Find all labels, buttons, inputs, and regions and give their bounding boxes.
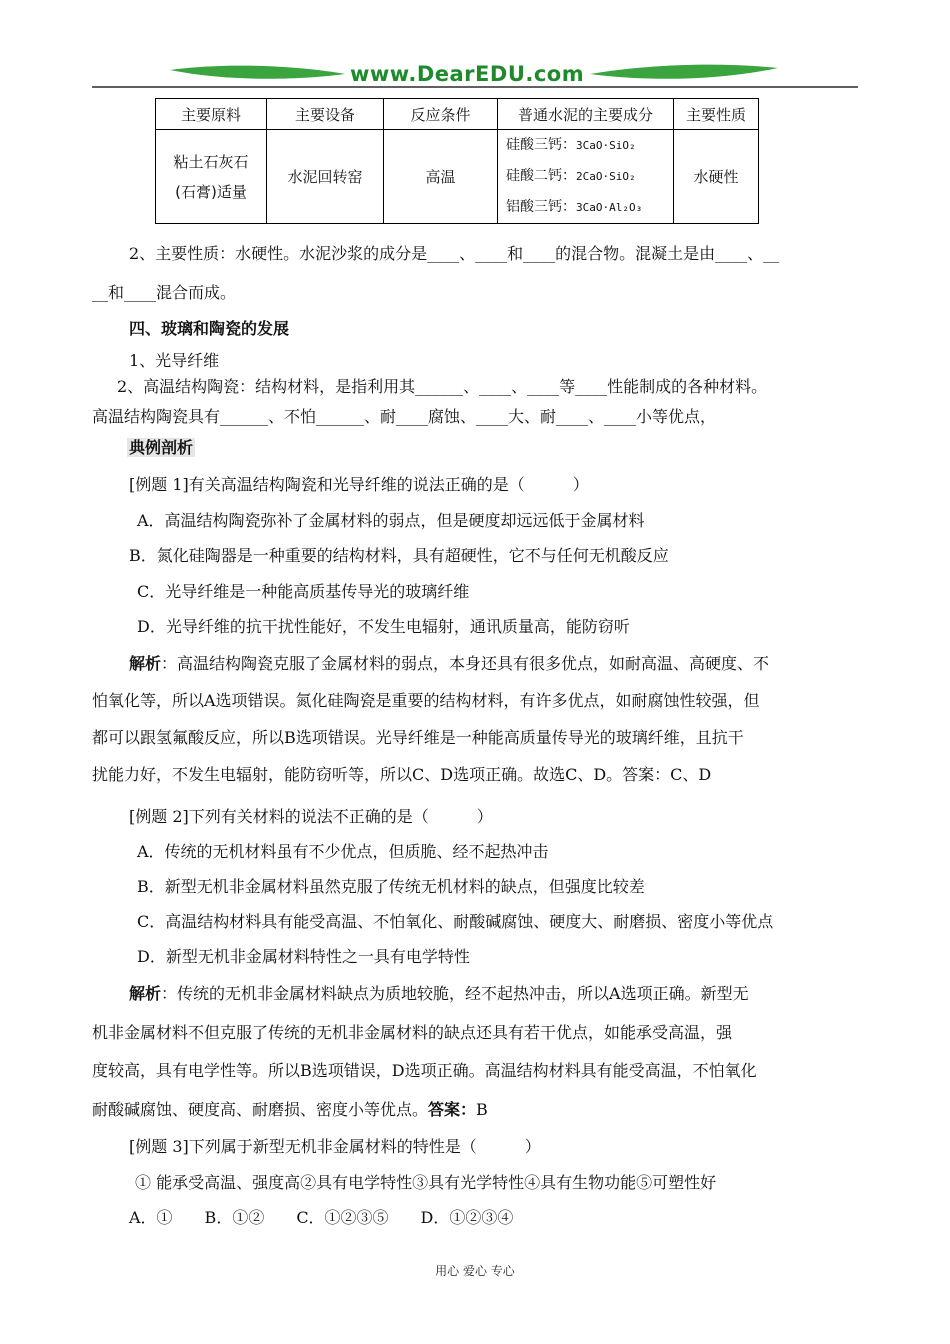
swoosh-left (170, 66, 345, 79)
brand-logo: www.DearEDU.com (350, 62, 585, 86)
condition-cell: 高温 (384, 130, 498, 224)
raw-material-cell (156, 130, 267, 224)
text-line: __和____混合而成。 (92, 283, 237, 302)
section-heading: 典例剖析 (129, 438, 194, 457)
text-line: 1、光导纤维 (129, 351, 220, 370)
page-footer: 用心 爱心 专心 (435, 1264, 515, 1278)
analysis-1: 解析：高温结构陶瓷克服了金属材料的弱点，本身还具有很多优点，如耐高温、高硬度、不 (129, 654, 770, 673)
option-a: A．传统的无机材料虽有不少优点，但质脆、经不起热冲击 (137, 842, 549, 861)
table-header: 主要原料 (156, 99, 267, 130)
analysis-2: 解析：传统的无机非金属材料缺点为质地较脆，经不起热冲击，所以A选项正确。新型无 (129, 984, 749, 1003)
equipment-cell: 水泥回转窑 (267, 130, 384, 224)
question-3: [例题 3]下列属于新型无机非金属材料的特性是（ ） (129, 1137, 541, 1156)
cement-table (155, 98, 759, 224)
component-item: 硅酸二钙：2CaO·SiO₂ (506, 168, 636, 184)
swoosh-right (590, 65, 778, 79)
table-header: 普通水泥的主要成分 (498, 99, 674, 130)
text-line: 扰能力好，不发生电辐射，能防窃听等，所以C、D选项正确。故选C、D。答案：C、D (92, 765, 712, 784)
text-line: 度较高，具有电学性等。所以B选项错误，D选项正确。高温结构材料具有能受高温，不怕氧化 (92, 1061, 757, 1080)
text-line: 怕氧化等，所以A选项错误。氮化硅陶瓷是重要的结构材料，有许多优点，如耐腐蚀性较强，但 (92, 691, 760, 710)
text-line: 耐酸碱腐蚀、硬度高、耐磨损、密度小等优点。答案：B (92, 1100, 488, 1119)
raw-material-line: (石膏)适量 (175, 182, 247, 201)
table-header: 反应条件 (384, 99, 498, 130)
text-line: 2、高温结构陶瓷：结构材料，是指利用其______、____、____等____性能制成的各种材料。 (117, 377, 768, 396)
option-a: A．高温结构陶瓷弥补了金属材料的弱点，但是硬度却远远低于金属材料 (137, 511, 645, 530)
option-c: C．高温结构材料具有能受高温、不怕氧化、耐酸碱腐蚀、硬度大、耐磨损、密度小等优点 (137, 912, 774, 931)
question-3-options: A．① B．①② C．①②③⑤ D．①②③④ (129, 1208, 514, 1227)
table-header: 主要设备 (267, 99, 384, 130)
option-b: B．新型无机非金属材料虽然克服了传统无机材料的缺点，但强度比较差 (137, 877, 645, 896)
text-line: 2、主要性质：水硬性。水泥沙浆的成分是____、____和____的混合物。混凝土是由____、__ (129, 244, 780, 263)
question-3-items: ① 能承受高温、强度高②具有电学特性③具有光学特性④具有生物功能⑤可塑性好 (135, 1173, 717, 1192)
table-header: 主要性质 (674, 99, 759, 130)
text-line: 机非金属材料不但克服了传统的无机非金属材料的缺点还具有若干优点，如能承受高温，强 (92, 1023, 733, 1042)
page-header (0, 0, 950, 100)
text-line: 高温结构陶瓷具有______、不怕______、耐____腐蚀、____大、耐____、____小等优点， (92, 407, 717, 426)
option-c: C．光导纤维是一种能高质基传导光的玻璃纤维 (137, 582, 470, 601)
text-line: 都可以跟氢氟酸反应，所以B选项错误。光导纤维是一种能高质量传导光的玻璃纤维，且抗干 (92, 728, 744, 747)
section-heading: 四、玻璃和陶瓷的发展 (129, 319, 290, 338)
option-d: D．光导纤维的抗干扰性能好，不发生电辐射，通讯质量高，能防窃听 (137, 617, 630, 636)
option-b: B．氮化硅陶器是一种重要的结构材料，具有超硬性，它不与任何无机酸反应 (129, 546, 669, 565)
components-cell (498, 130, 674, 224)
raw-material-line: 粘土石灰石 (173, 152, 249, 171)
question-2: [例题 2]下列有关材料的说法不正确的是（ ） (129, 807, 493, 826)
property-cell: 水硬性 (674, 130, 759, 224)
component-item: 硅酸三钙：3CaO·SiO₂ (506, 137, 636, 153)
table-header-row (156, 99, 759, 130)
component-item: 铝酸三钙：3CaO·Al₂O₃ (506, 199, 643, 215)
question-1: [例题 1]有关高温结构陶瓷和光导纤维的说法正确的是（ ） (129, 475, 589, 494)
table-row (156, 130, 759, 224)
option-d: D．新型无机非金属材料特性之一具有电学特性 (137, 947, 470, 966)
